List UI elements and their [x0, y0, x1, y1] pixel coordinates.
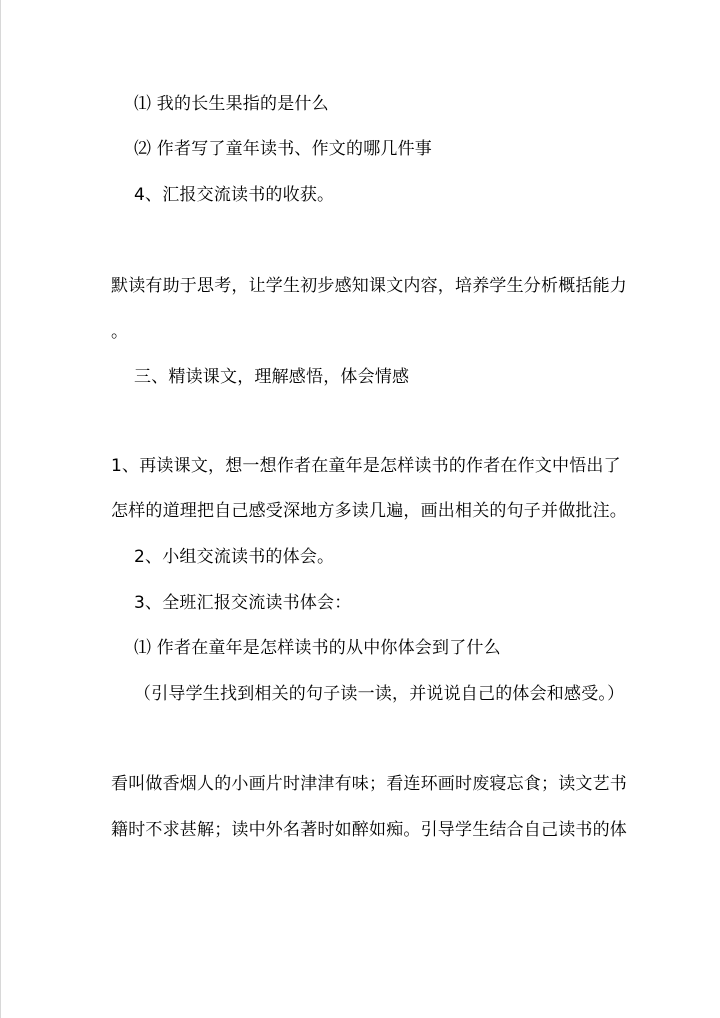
paragraph-silent-reading-end: 。 [111, 322, 129, 342]
step-2: 2、小组交流读书的体会。 [134, 547, 335, 567]
step-1-line-1: 1、再读课文，想一想作者在童年是怎样读书的作者在作文中悟出了 [111, 456, 621, 476]
step-3-guidance: （引导学生找到相关的句子读一读，并说说自己的体会和感受。） [134, 684, 625, 704]
section-3-heading: 三、精读课文，理解感悟，体会情感 [134, 367, 410, 387]
question-2: ⑵ 作者写了童年读书、作文的哪几件事 [134, 139, 433, 159]
reading-examples-line-1: 看叫做香烟人的小画片时津津有味；看连环画时废寝忘食；读文艺书 [111, 774, 627, 794]
reading-examples-line-2: 籍时不求甚解；读中外名著时如醉如痴。引导学生结合自己读书的体 [111, 820, 627, 840]
paragraph-silent-reading: 默读有助于思考，让学生初步感知课文内容，培养学生分析概括能力 [111, 276, 627, 296]
step-3-question-1: ⑴ 作者在童年是怎样读书的从中你体会到了什么 [134, 638, 501, 658]
page-edge [0, 0, 1, 1018]
step-1-line-2: 怎样的道理把自己感受深地方多读几遍，画出相关的句子并做批注。 [111, 501, 627, 521]
question-1: ⑴ 我的长生果指的是什么 [134, 94, 329, 114]
step-3: 3、全班汇报交流读书体会： [134, 593, 352, 613]
step-4-heading: 4、汇报交流读书的收获。 [134, 185, 335, 205]
